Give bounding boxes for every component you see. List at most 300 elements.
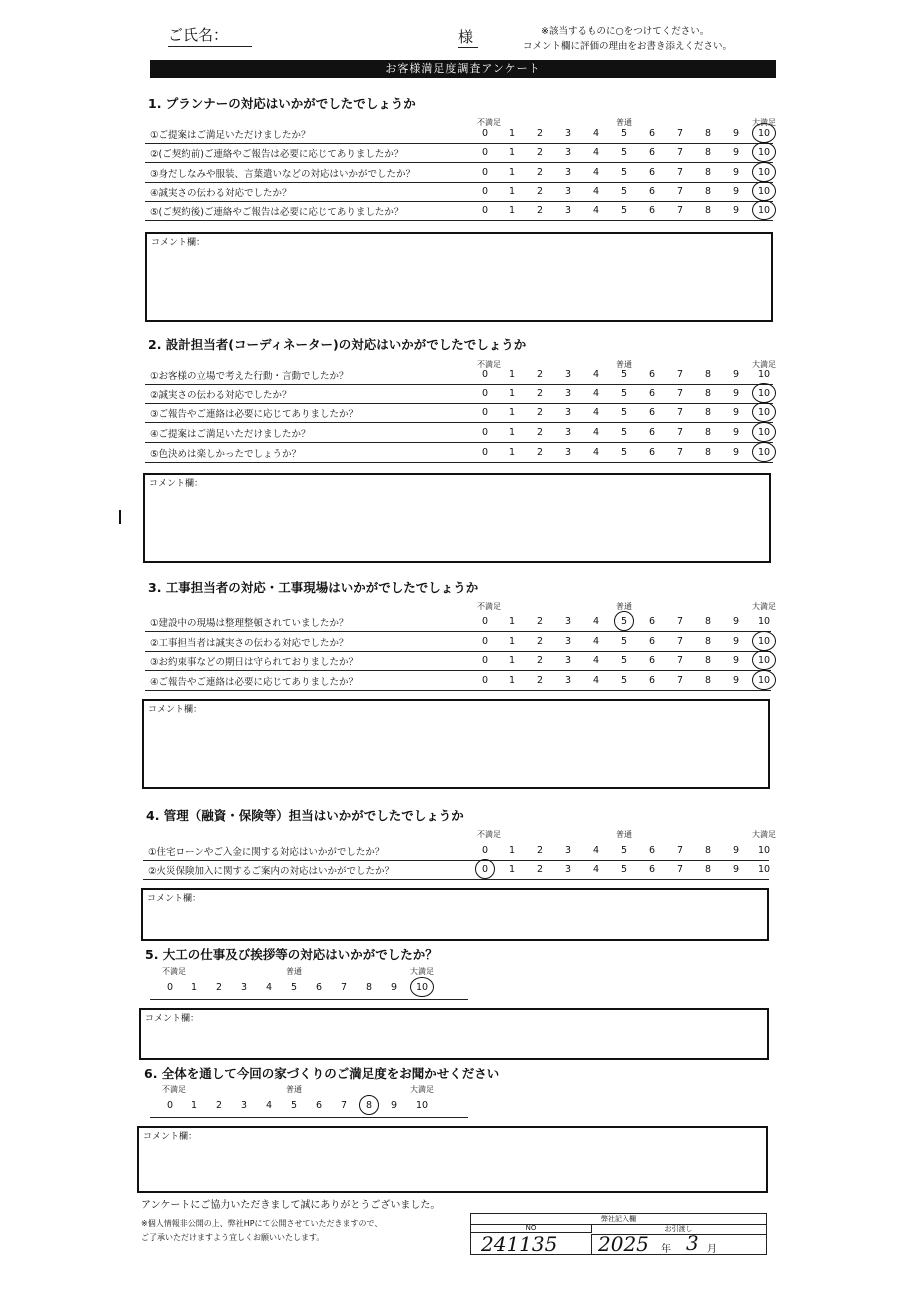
rating-option-9[interactable]: 9: [732, 388, 740, 399]
scale-mid-label: 普通: [616, 118, 632, 127]
rating-option-3[interactable]: 3: [564, 655, 572, 666]
rating-option-6[interactable]: 6: [648, 447, 656, 458]
rating-option-5[interactable]: 5: [620, 675, 628, 686]
rating-option-9[interactable]: 9: [732, 147, 740, 158]
rating-option-8[interactable]: 8: [704, 388, 712, 399]
rating-option-10[interactable]: 10: [757, 128, 771, 139]
rating-option-0[interactable]: 0: [481, 616, 489, 627]
rating-option-4[interactable]: 4: [592, 636, 600, 647]
rating-option-6[interactable]: 6: [648, 845, 656, 856]
rating-option-10[interactable]: 10: [757, 675, 771, 686]
rating-option-0[interactable]: 0: [481, 369, 489, 380]
question-divider: [145, 422, 773, 423]
scale-mid-label: 普通: [616, 360, 632, 369]
honorific-label: 様: [458, 26, 478, 48]
rating-option-1[interactable]: 1: [508, 388, 516, 399]
rating-option-7[interactable]: 7: [676, 447, 684, 458]
rating-option-8[interactable]: 8: [704, 864, 712, 875]
rating-option-5[interactable]: 5: [620, 636, 628, 647]
customer-name-label: ご氏名：: [168, 24, 252, 47]
rating-option-9[interactable]: 9: [732, 186, 740, 197]
rating-option-9[interactable]: 9: [732, 655, 740, 666]
question-divider: [145, 690, 771, 691]
rating-option-6[interactable]: 6: [648, 864, 656, 875]
question-divider: [145, 442, 773, 443]
question-text: ②工事担当者は誠実さの伝わる対応でしたか？: [150, 638, 349, 649]
rating-option-0[interactable]: 0: [481, 388, 489, 399]
rating-option-10[interactable]: 10: [757, 427, 771, 438]
rating-option-4[interactable]: 4: [592, 407, 600, 418]
month-value: 3: [686, 1231, 699, 1255]
rating-option-1[interactable]: 1: [508, 447, 516, 458]
rating-option-9[interactable]: 9: [732, 845, 740, 856]
question-text: ②火災保険加入に関するご案内の対応はいかがでしたか？: [148, 866, 395, 877]
selected-rating-circle: [752, 670, 776, 690]
selected-rating-circle: [752, 631, 776, 651]
rating-option-4[interactable]: 4: [592, 845, 600, 856]
rating-option-3[interactable]: 3: [564, 675, 572, 686]
rating-option-10[interactable]: 10: [415, 1100, 429, 1111]
rating-option-4[interactable]: 4: [592, 616, 600, 627]
question-divider: [145, 384, 773, 385]
rating-option-8[interactable]: 8: [704, 147, 712, 158]
rating-option-7[interactable]: 7: [676, 128, 684, 139]
section-title: 3. 工事担当者の対応・工事現場はいかがでしたでしょうか: [148, 580, 479, 595]
rating-option-4[interactable]: 4: [592, 388, 600, 399]
rating-option-4[interactable]: 4: [592, 447, 600, 458]
rating-option-0[interactable]: 0: [481, 864, 489, 875]
rating-option-10[interactable]: 10: [757, 186, 771, 197]
section-title: 6. 全体を通して今回の家づくりのご満足度をお聞かせください: [144, 1066, 500, 1081]
rating-option-10[interactable]: 10: [757, 864, 771, 875]
rating-option-5[interactable]: 5: [620, 655, 628, 666]
rating-option-3[interactable]: 3: [564, 369, 572, 380]
rating-option-2[interactable]: 2: [215, 1100, 223, 1111]
rating-option-4[interactable]: 4: [592, 147, 600, 158]
rating-option-8[interactable]: 8: [704, 186, 712, 197]
rating-option-7[interactable]: 7: [676, 675, 684, 686]
selected-rating-circle: [410, 977, 434, 997]
rating-option-8[interactable]: 8: [704, 636, 712, 647]
question-text: ③ご報告やご連絡は必要に応じてありましたか？: [150, 409, 359, 420]
question-divider: [145, 651, 771, 652]
rating-option-2[interactable]: 2: [536, 655, 544, 666]
rating-option-0[interactable]: 0: [481, 447, 489, 458]
rating-option-10[interactable]: 10: [757, 147, 771, 158]
rating-option-5[interactable]: 5: [620, 167, 628, 178]
rating-option-0[interactable]: 0: [481, 186, 489, 197]
rating-option-4[interactable]: 4: [265, 982, 273, 993]
rating-option-5[interactable]: 5: [620, 388, 628, 399]
rating-option-7[interactable]: 7: [676, 864, 684, 875]
rating-option-9[interactable]: 9: [390, 1100, 398, 1111]
comment-box[interactable]: [141, 888, 769, 941]
rating-option-9[interactable]: 9: [732, 167, 740, 178]
office-use-label: 弊社記入欄: [471, 1214, 766, 1225]
rating-option-1[interactable]: 1: [508, 147, 516, 158]
scale-mid-label: 普通: [616, 602, 632, 611]
rating-option-6[interactable]: 6: [648, 128, 656, 139]
question-text: ③身だしなみや服装、言葉遣いなどの対応はいかがでしたか？: [150, 169, 416, 180]
rating-option-3[interactable]: 3: [564, 616, 572, 627]
rating-option-7[interactable]: 7: [676, 186, 684, 197]
scale-high-label: 大満足: [410, 967, 434, 976]
rating-option-0[interactable]: 0: [481, 427, 489, 438]
rating-option-0[interactable]: 0: [481, 636, 489, 647]
comment-box[interactable]: [139, 1008, 769, 1060]
rating-option-9[interactable]: 9: [732, 128, 740, 139]
rating-option-5[interactable]: 5: [620, 427, 628, 438]
rating-option-5[interactable]: 5: [620, 447, 628, 458]
rating-option-8[interactable]: 8: [704, 447, 712, 458]
rating-option-9[interactable]: 9: [732, 205, 740, 216]
rating-option-6[interactable]: 6: [648, 147, 656, 158]
rating-option-6[interactable]: 6: [648, 205, 656, 216]
rating-option-7[interactable]: 7: [676, 369, 684, 380]
rating-option-2[interactable]: 2: [536, 407, 544, 418]
rating-option-5[interactable]: 5: [620, 205, 628, 216]
rating-option-4[interactable]: 4: [592, 427, 600, 438]
rating-option-1[interactable]: 1: [508, 845, 516, 856]
rating-option-7[interactable]: 7: [676, 407, 684, 418]
rating-option-10[interactable]: 10: [757, 636, 771, 647]
rating-option-7[interactable]: 7: [676, 147, 684, 158]
rating-option-5[interactable]: 5: [290, 982, 298, 993]
rating-option-3[interactable]: 3: [240, 1100, 248, 1111]
rating-option-10[interactable]: 10: [757, 407, 771, 418]
rating-option-7[interactable]: 7: [676, 388, 684, 399]
rating-option-3[interactable]: 3: [564, 388, 572, 399]
no-value: 241135: [481, 1232, 558, 1256]
comment-label: コメント欄：: [145, 1014, 200, 1024]
rating-option-1[interactable]: 1: [508, 167, 516, 178]
rating-option-8[interactable]: 8: [704, 655, 712, 666]
scale-high-label: 大満足: [752, 830, 776, 839]
scale-low-label: 不満足: [477, 118, 501, 127]
rating-option-7[interactable]: 7: [676, 167, 684, 178]
instruction-note-2: コメント欄に評価の理由をお書き添えください。: [523, 41, 733, 52]
rating-option-10[interactable]: 10: [757, 388, 771, 399]
rating-option-10[interactable]: 10: [757, 616, 771, 627]
rating-option-7[interactable]: 7: [340, 1100, 348, 1111]
rating-option-8[interactable]: 8: [704, 845, 712, 856]
rating-option-2[interactable]: 2: [536, 864, 544, 875]
rating-option-8[interactable]: 8: [704, 167, 712, 178]
selected-rating-circle: [752, 442, 776, 462]
rating-option-5[interactable]: 5: [620, 128, 628, 139]
rating-option-9[interactable]: 9: [732, 675, 740, 686]
question-divider: [145, 631, 771, 632]
comment-label: コメント欄：: [143, 1132, 198, 1142]
rating-option-1[interactable]: 1: [190, 1100, 198, 1111]
rating-option-7[interactable]: 7: [676, 845, 684, 856]
rating-option-2[interactable]: 2: [215, 982, 223, 993]
scan-mark: [119, 510, 121, 524]
thanks-text: アンケートにご協力いただきまして誠にありがとうございました。: [141, 1200, 441, 1211]
rating-option-8[interactable]: 8: [704, 369, 712, 380]
scale-high-label: 大満足: [752, 118, 776, 127]
rating-option-7[interactable]: 7: [676, 427, 684, 438]
question-text: ②(ご契約前)ご連絡やご報告は必要に応じてありましたか？: [150, 149, 404, 160]
handover-label: お引渡し: [591, 1224, 766, 1235]
scale-high-label: 大満足: [752, 602, 776, 611]
scale-low-label: 不満足: [162, 967, 186, 976]
question-divider: [145, 162, 773, 163]
rating-option-1[interactable]: 1: [508, 636, 516, 647]
rating-option-2[interactable]: 2: [536, 447, 544, 458]
question-divider: [145, 143, 773, 144]
rating-option-0[interactable]: 0: [481, 128, 489, 139]
scale-mid-label: 普通: [286, 1085, 302, 1094]
rating-option-2[interactable]: 2: [536, 675, 544, 686]
section-title: 4. 管理（融資・保険等）担当はいかがでしたでしょうか: [146, 808, 464, 823]
rating-option-2[interactable]: 2: [536, 167, 544, 178]
question-text: ⑤(ご契約後)ご連絡やご報告は必要に応じてありましたか？: [150, 207, 404, 218]
question-text: ③お約束事などの期日は守られておりましたか？: [150, 657, 359, 668]
instruction-note-1: ※該当するものに○をつけてください。: [541, 26, 710, 37]
rating-option-0[interactable]: 0: [481, 167, 489, 178]
rating-option-10[interactable]: 10: [757, 167, 771, 178]
rating-option-3[interactable]: 3: [564, 147, 572, 158]
rating-option-6[interactable]: 6: [648, 167, 656, 178]
rating-option-10[interactable]: 10: [757, 655, 771, 666]
rating-option-1[interactable]: 1: [190, 982, 198, 993]
rating-option-8[interactable]: 8: [365, 982, 373, 993]
selected-rating-circle: [614, 611, 634, 631]
rating-option-0[interactable]: 0: [166, 1100, 174, 1111]
rating-option-3[interactable]: 3: [564, 636, 572, 647]
comment-box[interactable]: [137, 1126, 768, 1193]
question-text: ④誠実さの伝わる対応でしたか？: [150, 188, 292, 199]
rating-option-3[interactable]: 3: [564, 864, 572, 875]
rating-option-6[interactable]: 6: [648, 655, 656, 666]
year-value: 2025: [598, 1232, 649, 1256]
rating-option-5[interactable]: 5: [620, 369, 628, 380]
rating-option-6[interactable]: 6: [648, 616, 656, 627]
rating-option-9[interactable]: 9: [732, 427, 740, 438]
rating-option-6[interactable]: 6: [648, 427, 656, 438]
question-divider: [145, 670, 771, 671]
question-divider: [143, 879, 769, 880]
rating-option-0[interactable]: 0: [481, 147, 489, 158]
rating-option-4[interactable]: 4: [592, 167, 600, 178]
rating-option-2[interactable]: 2: [536, 147, 544, 158]
rating-option-1[interactable]: 1: [508, 864, 516, 875]
selected-rating-circle: [752, 402, 776, 422]
rating-option-7[interactable]: 7: [676, 205, 684, 216]
rating-option-10[interactable]: 10: [415, 982, 429, 993]
rating-option-4[interactable]: 4: [592, 655, 600, 666]
rating-option-1[interactable]: 1: [508, 655, 516, 666]
rating-option-3[interactable]: 3: [564, 128, 572, 139]
comment-label: コメント欄：: [148, 705, 203, 715]
rating-option-8[interactable]: 8: [704, 128, 712, 139]
section-title: 5. 大工の仕事及び挨拶等の対応はいかがでしたか？: [145, 947, 438, 962]
rating-option-8[interactable]: 8: [365, 1100, 373, 1111]
rating-option-6[interactable]: 6: [648, 675, 656, 686]
rating-option-7[interactable]: 7: [676, 616, 684, 627]
rating-option-9[interactable]: 9: [732, 636, 740, 647]
rating-option-2[interactable]: 2: [536, 205, 544, 216]
selected-rating-circle: [752, 383, 776, 403]
rating-option-4[interactable]: 4: [265, 1100, 273, 1111]
rating-option-9[interactable]: 9: [732, 447, 740, 458]
rating-option-3[interactable]: 3: [564, 407, 572, 418]
rating-option-9[interactable]: 9: [732, 407, 740, 418]
rating-option-0[interactable]: 0: [481, 675, 489, 686]
question-text: ④ご報告やご連絡は必要に応じてありましたか？: [150, 677, 359, 688]
office-use-table: [470, 1213, 767, 1255]
selected-rating-circle: [752, 123, 776, 143]
rating-option-8[interactable]: 8: [704, 427, 712, 438]
question-text: ④ご提案はご満足いただけましたか？: [150, 429, 311, 440]
rating-option-7[interactable]: 7: [340, 982, 348, 993]
rating-option-4[interactable]: 4: [592, 675, 600, 686]
privacy-note-2: ご了承いただけますよう宜しくお願いいたします。: [141, 1233, 325, 1242]
rating-option-3[interactable]: 3: [240, 982, 248, 993]
rating-option-5[interactable]: 5: [620, 147, 628, 158]
rating-underline: [150, 999, 468, 1000]
rating-option-2[interactable]: 2: [536, 128, 544, 139]
question-text: ②誠実さの伝わる対応でしたか？: [150, 390, 292, 401]
rating-option-4[interactable]: 4: [592, 205, 600, 216]
selected-rating-circle: [752, 162, 776, 182]
rating-option-6[interactable]: 6: [315, 1100, 323, 1111]
question-divider: [145, 201, 773, 202]
rating-option-8[interactable]: 8: [704, 407, 712, 418]
month-unit: 月: [707, 1244, 717, 1255]
survey-title-banner: お客様満足度調査アンケート: [150, 60, 776, 78]
rating-option-2[interactable]: 2: [536, 186, 544, 197]
table-divider: [591, 1234, 592, 1254]
rating-option-3[interactable]: 3: [564, 186, 572, 197]
rating-option-0[interactable]: 0: [481, 407, 489, 418]
question-divider: [145, 182, 773, 183]
rating-option-10[interactable]: 10: [757, 205, 771, 216]
rating-option-2[interactable]: 2: [536, 616, 544, 627]
rating-option-3[interactable]: 3: [564, 845, 572, 856]
rating-option-0[interactable]: 0: [481, 655, 489, 666]
comment-box[interactable]: [143, 473, 771, 563]
rating-option-1[interactable]: 1: [508, 186, 516, 197]
rating-option-6[interactable]: 6: [648, 407, 656, 418]
rating-option-2[interactable]: 2: [536, 388, 544, 399]
rating-option-9[interactable]: 9: [732, 369, 740, 380]
rating-option-2[interactable]: 2: [536, 636, 544, 647]
rating-option-1[interactable]: 1: [508, 675, 516, 686]
rating-option-1[interactable]: 1: [508, 407, 516, 418]
rating-option-5[interactable]: 5: [620, 407, 628, 418]
scale-high-label: 大満足: [410, 1085, 434, 1094]
privacy-note-1: ※個人情報非公開の上、弊社HPにて公開させていただきますので、: [141, 1219, 383, 1228]
rating-option-3[interactable]: 3: [564, 447, 572, 458]
comment-label: コメント欄：: [149, 479, 204, 489]
selected-rating-circle: [752, 142, 776, 162]
rating-option-10[interactable]: 10: [757, 369, 771, 380]
rating-option-1[interactable]: 1: [508, 369, 516, 380]
rating-option-6[interactable]: 6: [315, 982, 323, 993]
rating-option-6[interactable]: 6: [648, 636, 656, 647]
section-title: 2. 設計担当者(コーディネーター)の対応はいかがでしたでしょうか: [148, 337, 527, 352]
question-text: ①建設中の現場は整理整頓されていましたか？: [150, 618, 349, 629]
selected-rating-circle: [475, 859, 495, 879]
rating-option-0[interactable]: 0: [481, 205, 489, 216]
question-text: ①住宅ローンやご入金に関する対応はいかがでしたか？: [148, 847, 385, 858]
question-divider: [145, 462, 773, 463]
rating-option-9[interactable]: 9: [390, 982, 398, 993]
rating-option-4[interactable]: 4: [592, 864, 600, 875]
comment-label: コメント欄：: [151, 238, 206, 248]
rating-option-9[interactable]: 9: [732, 616, 740, 627]
rating-option-5[interactable]: 5: [620, 186, 628, 197]
rating-option-6[interactable]: 6: [648, 388, 656, 399]
comment-box[interactable]: [145, 232, 773, 322]
scale-low-label: 不満足: [477, 360, 501, 369]
rating-option-8[interactable]: 8: [704, 675, 712, 686]
rating-option-5[interactable]: 5: [620, 845, 628, 856]
no-label: NO: [471, 1224, 592, 1233]
rating-option-5[interactable]: 5: [620, 616, 628, 627]
rating-option-10[interactable]: 10: [757, 845, 771, 856]
question-text: ①ご提案はご満足いただけましたか？: [150, 130, 311, 141]
selected-rating-circle: [359, 1095, 379, 1115]
rating-option-10[interactable]: 10: [757, 447, 771, 458]
rating-option-4[interactable]: 4: [592, 186, 600, 197]
rating-option-7[interactable]: 7: [676, 636, 684, 647]
scale-mid-label: 普通: [286, 967, 302, 976]
rating-option-7[interactable]: 7: [676, 655, 684, 666]
question-divider: [145, 403, 773, 404]
rating-option-1[interactable]: 1: [508, 427, 516, 438]
selected-rating-circle: [752, 181, 776, 201]
rating-option-2[interactable]: 2: [536, 427, 544, 438]
comment-label: コメント欄：: [147, 894, 202, 904]
selected-rating-circle: [752, 200, 776, 220]
year-unit: 年: [661, 1244, 671, 1255]
rating-option-4[interactable]: 4: [592, 128, 600, 139]
rating-option-2[interactable]: 2: [536, 369, 544, 380]
rating-option-5[interactable]: 5: [620, 864, 628, 875]
comment-box[interactable]: [142, 699, 770, 789]
rating-option-6[interactable]: 6: [648, 369, 656, 380]
rating-option-1[interactable]: 1: [508, 205, 516, 216]
rating-option-3[interactable]: 3: [564, 205, 572, 216]
rating-option-2[interactable]: 2: [536, 845, 544, 856]
question-text: ⑤色決めは楽しかったでしょうか？: [150, 449, 302, 460]
scale-mid-label: 普通: [616, 830, 632, 839]
rating-option-0[interactable]: 0: [166, 982, 174, 993]
question-divider: [145, 220, 773, 221]
rating-option-6[interactable]: 6: [648, 186, 656, 197]
scale-high-label: 大満足: [752, 360, 776, 369]
rating-option-3[interactable]: 3: [564, 167, 572, 178]
selected-rating-circle: [752, 650, 776, 670]
scale-low-label: 不満足: [162, 1085, 186, 1094]
rating-option-1[interactable]: 1: [508, 128, 516, 139]
question-text: ①お客様の立場で考えた行動・言動でしたか？: [150, 371, 349, 382]
rating-option-1[interactable]: 1: [508, 616, 516, 627]
rating-option-5[interactable]: 5: [290, 1100, 298, 1111]
rating-option-8[interactable]: 8: [704, 205, 712, 216]
rating-option-0[interactable]: 0: [481, 845, 489, 856]
rating-option-4[interactable]: 4: [592, 369, 600, 380]
rating-option-8[interactable]: 8: [704, 616, 712, 627]
rating-option-3[interactable]: 3: [564, 427, 572, 438]
rating-underline: [150, 1117, 468, 1118]
rating-option-9[interactable]: 9: [732, 864, 740, 875]
scale-low-label: 不満足: [477, 830, 501, 839]
selected-rating-circle: [752, 422, 776, 442]
